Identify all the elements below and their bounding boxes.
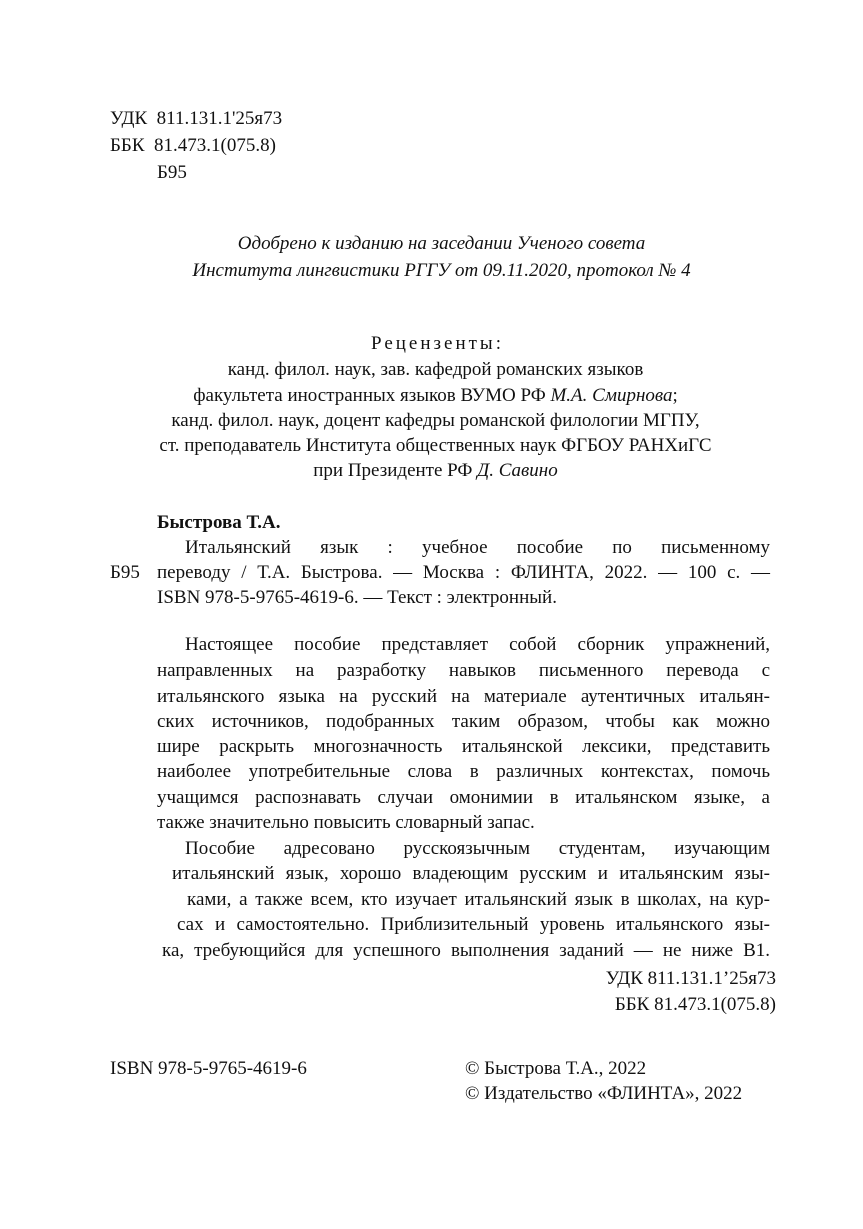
reviewer-name-1: М.А. Смирнова — [550, 385, 673, 406]
annotation-p1-line-3: итальянского языка на русский на материале аутентичных итальян- — [157, 686, 770, 707]
annotation-p1-line-4: ских источников, подобранных таким образом, чтобы как можно — [157, 711, 770, 732]
bbk-code-right: ББК 81.473.1(075.8) — [614, 994, 776, 1015]
annotation-p2-line-3: ками, а также всем, кто изучает итальянский язык в школах, на кур- — [187, 889, 770, 910]
reviewer-line-2: факультета иностранных языков ВУМО РФ М.А. Смирнова; — [193, 385, 678, 406]
classification-block — [110, 106, 282, 187]
reviewer-line-5: при Президенте РФ Д. Савино — [313, 460, 558, 481]
book-author: Быстрова Т.А. — [157, 512, 281, 533]
annotation-p1-line-6: наиболее употребительные слова в различных контекстах, помочь — [157, 761, 770, 782]
udk-code: УДК 811.131.1'25я73 — [110, 108, 283, 129]
annotation-p2-line-4: сах и самостоятельно. Приблизительный уровень итальянского язы- — [177, 914, 770, 935]
reviewers-heading: Рецензенты: — [371, 333, 504, 354]
approval-line-1: Одобрено к изданию на заседании Ученого совета — [237, 233, 646, 254]
annotation-p2-line-5: ка, требующийся для успешного выполнения заданий — не ниже В1. — [162, 940, 770, 961]
biblio-line-3: ISBN 978-5-9765-4619-6. — Текст : электронный. — [157, 587, 557, 608]
bbk-code: ББК 81.473.1(075.8) — [110, 135, 276, 156]
isbn: ISBN 978-5-9765-4619-6 — [110, 1058, 307, 1079]
annotation-p2-line-1: Пособие адресовано русскоязычным студентам, изучающим — [185, 838, 770, 859]
author-mark: Б95 — [157, 162, 187, 183]
reviewer-line-3: канд. филол. наук, доцент кафедры романской филологии МГПУ, — [171, 410, 700, 431]
reviewer-name-2: Д. Савино — [477, 460, 558, 481]
copyright-author: © Быстрова Т.А., 2022 — [465, 1058, 647, 1079]
reviewer-line-4: ст. преподаватель Института общественных наук ФГБОУ РАНХиГС — [159, 435, 712, 456]
annotation-p1-line-5: шире раскрыть многозначность итальянской лексики, представить — [157, 736, 770, 757]
biblio-line-2: переводу / Т.А. Быстрова. — Москва : ФЛИНТА, 2022. — 100 с. — — [157, 562, 770, 583]
annotation-p1-line-8: также значительно повысить словарный запас. — [157, 812, 535, 833]
reviewer-line-1: канд. филол. наук, зав. кафедрой романских языков — [227, 359, 644, 380]
annotation-p1-line-2: направленных на разработку навыков письменного перевода с — [157, 660, 770, 681]
annotation-p1-line-1: Настоящее пособие представляет собой сборник упражнений, — [185, 634, 770, 655]
biblio-mark: Б95 — [110, 562, 140, 583]
annotation-p2-line-2: итальянский язык, хорошо владеющим русским и итальянским язы- — [172, 863, 770, 884]
copyright-publisher: © Издательство «ФЛИНТА», 2022 — [465, 1083, 743, 1104]
biblio-line-1: Итальянский язык : учебное пособие по письменному — [185, 537, 770, 558]
approval-line-2: Института лингвистики РГГУ от 09.11.2020, протокол № 4 — [192, 260, 691, 281]
udk-code-right: УДК 811.131.1’25я73 — [605, 968, 776, 989]
annotation-p1-line-7: учащимся распознавать случаи омонимии в итальянском языке, а — [157, 787, 770, 808]
